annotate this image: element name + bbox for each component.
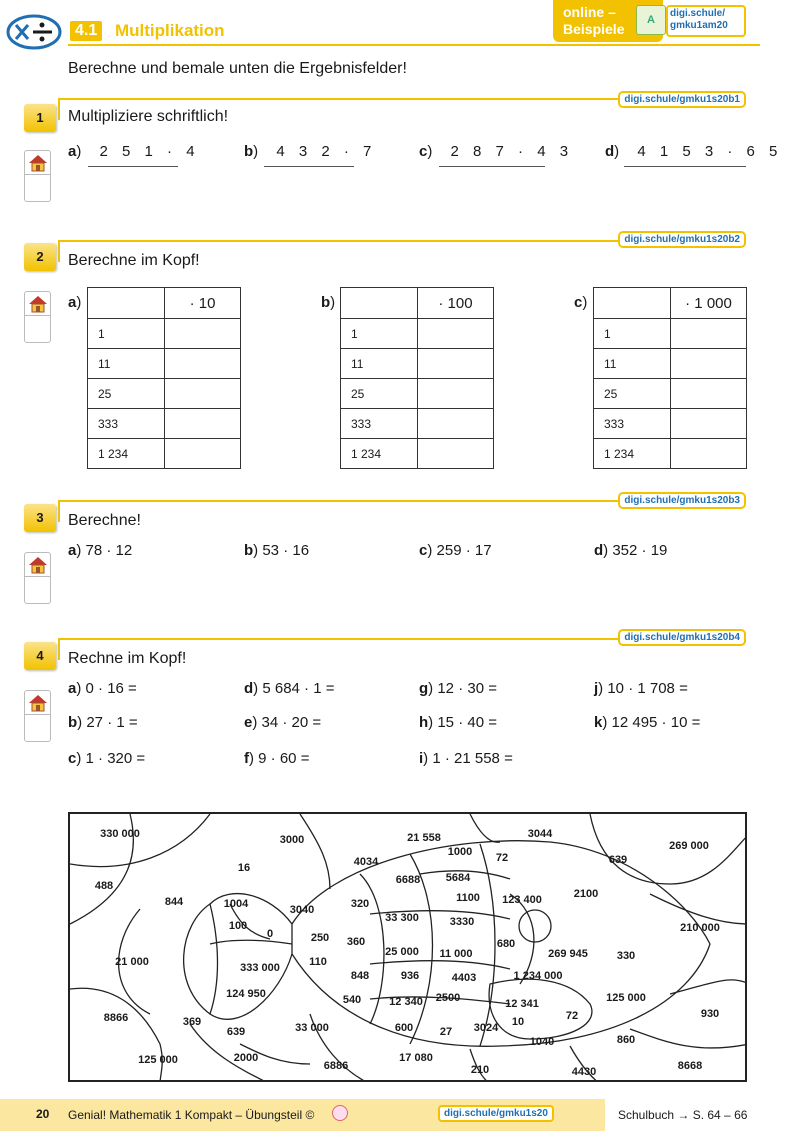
picture-number[interactable]: 21 558 [407,832,441,844]
picture-number[interactable]: 1040 [529,1036,555,1048]
answer-line[interactable] [264,166,354,167]
task-code-link[interactable]: digi.schule/gmku1s20b1 [618,91,746,108]
picture-number[interactable]: 369 [182,1016,202,1028]
task4-item-g: g) 12 · 30 = [419,680,497,697]
online-examples-label: online – Beispiele [563,4,625,37]
picture-number[interactable]: 2100 [573,888,599,900]
table-cell: 25 [88,379,165,409]
task4-item-j: j) 10 · 1 708 = [594,680,688,697]
picture-number[interactable]: 123 400 [502,894,542,906]
picture-number[interactable]: 25 000 [385,946,419,958]
answer-cell[interactable] [165,439,241,469]
picture-number[interactable]: 6688 [395,874,421,886]
picture-number[interactable]: 8668 [677,1060,703,1072]
task3-item-d: d) 352 · 19 [594,542,668,559]
table-cell: 25 [341,379,418,409]
table-b [340,287,494,469]
task-title: Rechne im Kopf! [68,650,187,667]
table-cell: 1 [88,319,165,349]
task-code-link[interactable]: digi.schule/gmku1s20b2 [618,231,746,248]
answer-cell[interactable] [671,349,747,379]
picture-number[interactable]: 269 000 [669,840,709,852]
table-cell: 333 [594,409,671,439]
picture-number[interactable]: 930 [700,1008,720,1020]
picture-number[interactable]: 125 000 [138,1054,178,1066]
picture-number[interactable]: 4403 [451,972,477,984]
picture-number[interactable]: 3044 [527,828,553,840]
picture-number[interactable]: 72 [495,852,509,864]
table-c-label: c) [574,294,588,311]
picture-number[interactable]: 639 [608,854,628,866]
task1-item-a: a) 2 5 1 · 4 [68,143,200,160]
page-number: 20 [36,1107,50,1121]
footer-link[interactable]: digi.schule/gmku1s20 [438,1105,554,1122]
factor-header: · 100 [418,288,494,319]
picture-number[interactable]: 12 340 [389,996,423,1008]
picture-number[interactable]: 125 000 [606,992,646,1004]
table-b-label: b) [321,294,336,311]
task3-item-a: a) 78 · 12 [68,542,133,559]
answer-cell[interactable] [418,319,494,349]
homework-marker [24,690,51,742]
picture-number[interactable]: 250 [310,932,330,944]
picture-number[interactable]: 600 [394,1022,414,1034]
picture-number[interactable]: 72 [565,1010,579,1022]
task-title: Multipliziere schriftlich! [68,108,229,125]
task3-item-c: c) 259 · 17 [419,542,492,559]
intro-text: Berechne und bemale unten die Ergebnisfelder! [68,60,407,77]
task1-item-d: d) 4 1 5 3 · 6 5 [605,143,783,160]
picture-number[interactable]: 360 [346,936,366,948]
table-cell: 333 [88,409,165,439]
picture-number[interactable]: 1 234 000 [513,970,563,982]
picture-number[interactable]: 2000 [233,1052,259,1064]
answer-cell[interactable] [418,409,494,439]
factor-header: · 10 [165,288,241,319]
task4-item-b: b) 27 · 1 = [68,714,138,731]
online-link[interactable]: digi.schule/ gmku1am20 [670,8,728,31]
house-icon [27,693,49,713]
chapter-number: 4.1 [70,21,102,41]
task4-item-d: d) 5 684 · 1 = [244,680,335,697]
answer-cell[interactable] [671,319,747,349]
answer-cell[interactable] [418,349,494,379]
task-title: Berechne im Kopf! [68,252,200,269]
picture-number[interactable]: 100 [228,920,248,932]
schoolbook-reference: Schulbuch → S. 64 – 66 [618,1108,748,1122]
picture-number[interactable]: 4430 [571,1066,597,1078]
picture-number[interactable]: 21 000 [115,956,149,968]
task-code-link[interactable]: digi.schule/gmku1s20b3 [618,492,746,509]
homework-marker [24,150,51,202]
answer-cell[interactable] [165,409,241,439]
picture-number[interactable]: 124 950 [226,988,266,1000]
picture-number[interactable]: 6886 [323,1060,349,1072]
picture-number[interactable]: 210 000 [680,922,720,934]
picture-number[interactable]: 5684 [445,872,471,884]
task4-item-f: f) 9 · 60 = [244,750,310,767]
house-icon [27,153,49,173]
task3-item-b: b) 53 · 16 [244,542,310,559]
picture-number[interactable]: 936 [400,970,420,982]
picture-number[interactable]: 33 000 [295,1022,329,1034]
answer-cell[interactable] [671,439,747,469]
answer-cell[interactable] [165,379,241,409]
header-rule [68,44,760,46]
picture-number[interactable]: 12 341 [505,998,539,1010]
picture-number[interactable]: 680 [496,938,516,950]
chapter-title: Multiplikation [115,21,225,40]
picture-number[interactable]: 320 [350,898,370,910]
task4-item-i: i) 1 · 21 558 = [419,750,513,767]
answer-line[interactable] [88,166,178,167]
picture-number[interactable]: 2500 [435,992,461,1004]
picture-number[interactable]: 269 945 [548,948,588,960]
app-icon: A [636,5,666,35]
table-cell: 1 234 [88,439,165,469]
table-cell: 11 [88,349,165,379]
math-logo-icon [6,12,62,52]
table-cell: 1 [594,319,671,349]
answer-cell[interactable] [671,409,747,439]
answer-cell[interactable] [165,349,241,379]
picture-number[interactable]: 860 [616,1034,636,1046]
answer-cell[interactable] [418,439,494,469]
picture-number[interactable]: 8866 [103,1012,129,1024]
picture-number[interactable]: 33 300 [385,912,419,924]
table-c [593,287,747,469]
task-title: Berechne! [68,512,141,529]
task4-item-h: h) 15 · 40 = [419,714,497,731]
task-number: 4 [24,642,56,670]
homework-marker [24,291,51,343]
table-cell: 1 234 [341,439,418,469]
task4-item-a: a) 0 · 16 = [68,680,137,697]
picture-number[interactable]: 3024 [473,1022,499,1034]
picture-number[interactable]: 333 000 [240,962,280,974]
picture-number[interactable]: 3000 [279,834,305,846]
table-a [87,287,241,469]
picture-number[interactable]: 540 [342,994,362,1006]
task-number: 3 [24,504,56,532]
picture-number[interactable]: 1000 [447,846,473,858]
picture-number[interactable]: 17 080 [399,1052,433,1064]
answer-cell[interactable] [418,379,494,409]
task-code-link[interactable]: digi.schule/gmku1s20b4 [618,629,746,646]
picture-number[interactable]: 3040 [289,904,315,916]
answer-line[interactable] [439,166,545,167]
table-cell: 1 [341,319,418,349]
coloring-picture[interactable] [68,812,747,1082]
picture-number[interactable]: 0 [266,928,274,940]
picture-number[interactable]: 330 000 [100,828,140,840]
picture-number[interactable]: 844 [164,896,184,908]
task4-item-k: k) 12 495 · 10 = [594,714,701,731]
task4-item-c: c) 1 · 320 = [68,750,146,767]
table-a-label: a) [68,294,82,311]
picture-number[interactable]: 1004 [223,898,249,910]
picture-number[interactable]: 27 [439,1026,453,1038]
house-icon [27,294,49,314]
picture-number[interactable]: 10 [511,1016,525,1028]
picture-number[interactable]: 1100 [456,892,480,904]
picture-number[interactable]: 16 [237,862,251,874]
picture-number[interactable]: 11 000 [439,948,473,960]
factor-header: · 1 000 [671,288,747,319]
table-cell: 11 [594,349,671,379]
picture-number[interactable]: 210 [470,1064,490,1076]
homework-marker [24,552,51,604]
task-number: 1 [24,104,56,132]
picture-number[interactable]: 488 [94,880,114,892]
answer-cell[interactable] [671,379,747,409]
book-title: Genial! Mathematik 1 Kompakt – Übungsteil © [68,1108,315,1122]
picture-number[interactable]: 330 [616,950,636,962]
answer-cell[interactable] [165,319,241,349]
picture-number[interactable]: 639 [226,1026,246,1038]
publisher-logo-icon [332,1105,348,1121]
table-cell: 25 [594,379,671,409]
picture-number[interactable]: 3330 [449,916,475,928]
house-icon [27,555,49,575]
task-number: 2 [24,243,56,271]
picture-number[interactable]: 110 [309,956,327,968]
table-cell: 333 [341,409,418,439]
task1-item-c: c) 2 8 7 · 4 3 [419,143,574,160]
task1-item-b: b) 4 3 2 · 7 [244,143,377,160]
answer-line[interactable] [624,166,746,167]
picture-number[interactable]: 848 [350,970,370,982]
picture-number[interactable]: 4034 [353,856,379,868]
table-cell: 1 234 [594,439,671,469]
task4-item-e: e) 34 · 20 = [244,714,322,731]
table-cell: 11 [341,349,418,379]
